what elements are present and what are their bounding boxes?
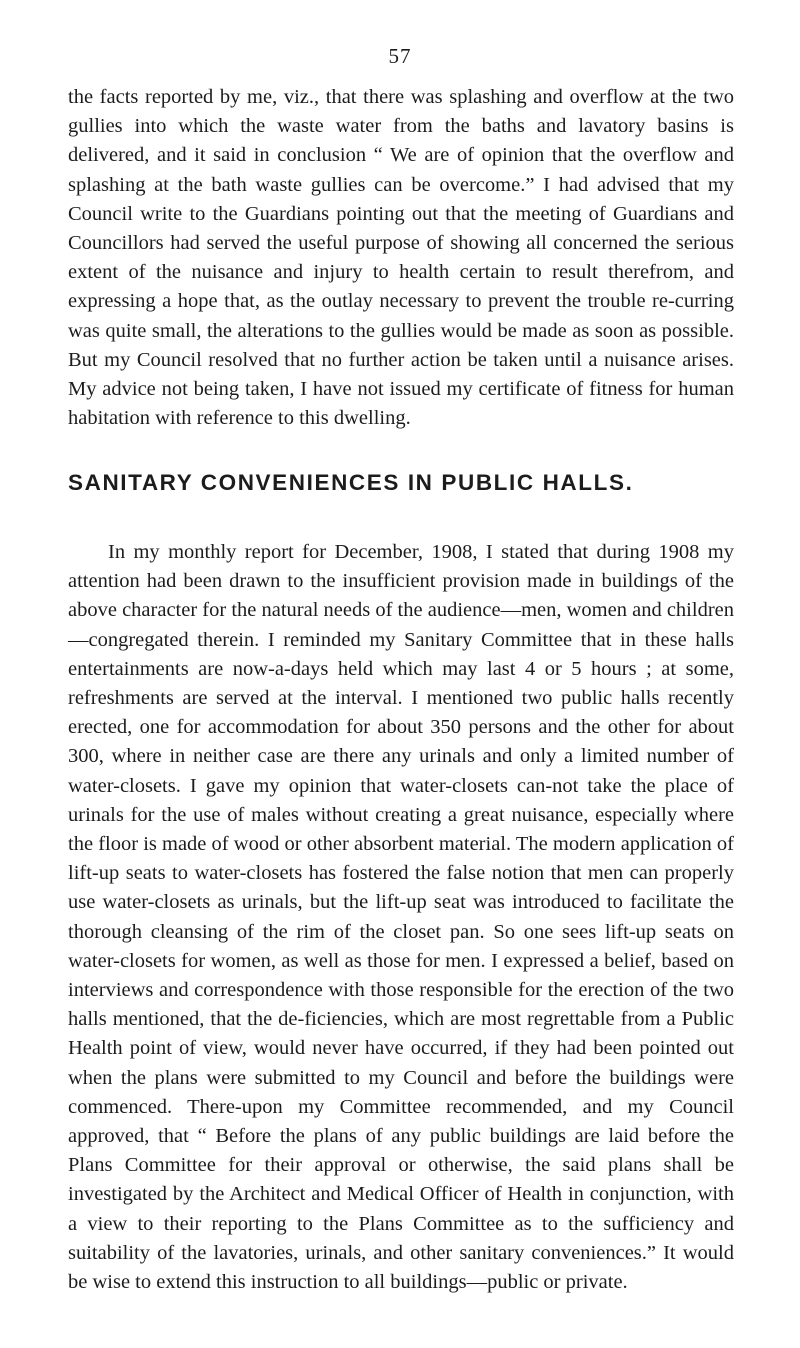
paragraph-public-halls: In my monthly report for December, 1908, I stated that during 1908 my attention had been drawn to the insufficient provision made in buildings of the above character for the natural needs of the audience—men, women and children—congregated therein. I reminded my Sanitary Committee that in these halls entertainments are now-a-days held which may last 4 or 5 hours ; at some, refreshments are served at the interval. I mentioned two public halls recently erected, one for accommodation for about 350 persons and the other for about 300, where in neither case are there any urinals and only a limited number of water-closets. I gave my opinion that water-closets can-not take the place of urinals for the use of males without creating a great nuisance, especially where the floor is made of wood or other absorbent material. The modern application of lift-up seats to water-closets has fostered the false notion that men can properly use water-closets as urinals, but the lift-up seat was introduced to facilitate the thorough cleansing of the rim of the closet pan. So one sees lift-up seats on water-closets for women, as well as those for men. I expressed a belief, based on interviews and correspondence with those responsible for the erection of the two halls mentioned, that the de-ficiencies, which are most regrettable from a Public Health point of view, would never have occurred, if they had been pointed out when the plans were submitted to my Council and before the buildings were commenced. There-upon my Committee recommended, and my Council approved, that “ Before the plans of any public buildings are laid before the Plans Committee for their approval or otherwise, the said plans shall be investigated by the Architect and Medical Officer of Health in conjunction, with a view to their reporting to the Plans Committee as to the sufficiency and suitability of the lavatories, urinals, and other sanitary conveniences.” It would be wise to extend this instruction to all buildings—public or private. [68,541,734,1294]
page-number: 57 [388,44,412,68]
section-heading: SANITARY CONVENIENCES IN PUBLIC HALLS. [68,470,634,495]
paragraph-dwelling-certificate: the facts reported by me, viz., that there was splashing and overflow at the two gullies into which the waste water from the baths and lavatory basins is delivered, and it said in conclusion “ We are of opinion that the overflow and splashing at the bath waste gullies can be overcome.” I had advised that my Council write to the Guardians pointing out that the meeting of Guardians and Councillors had served the useful purpose of showing all concerned the serious extent of the nuisance and injury to health certain to result therefrom, and expressing a hope that, as the outlay necessary to prevent the trouble re-curring was quite small, the alterations to the gullies would be made as soon as possible. But my Council resolved that no further action be taken until a nuisance arises. My advice not being taken, I have not issued my certificate of fitness for human habitation with reference to this dwelling. [68,86,734,430]
